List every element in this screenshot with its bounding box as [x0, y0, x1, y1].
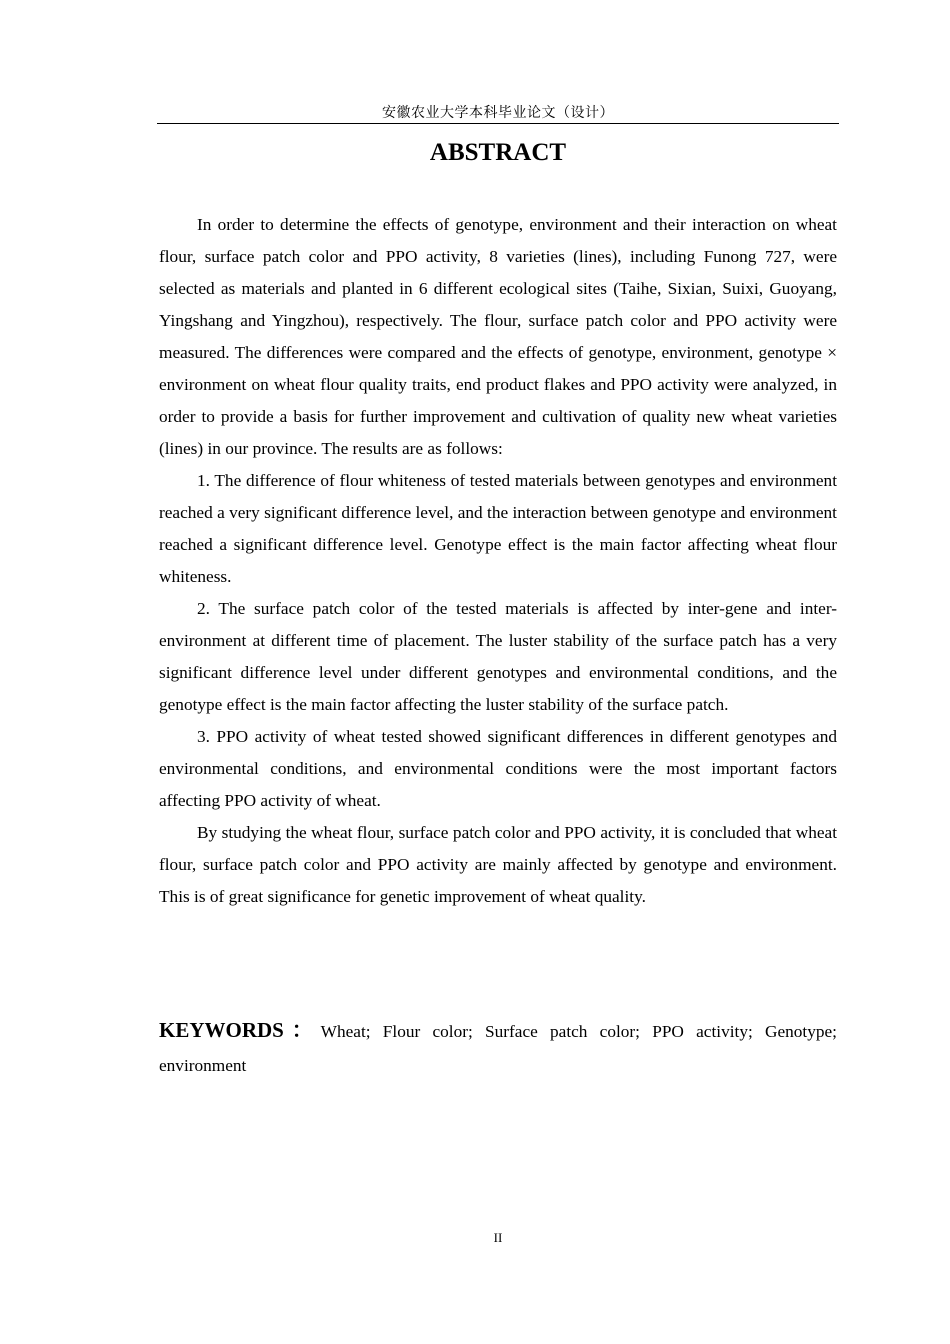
abstract-paragraph-intro: In order to determine the effects of genotype, environment and their interaction on wheat flour, surface patch color and PPO activity, 8 varieties (lines), including Funong 727, were selected as materials and planted in 6 different ecological sites (Taihe, Sixian, Suixi, Guoyang, Yingshang and Yingzhou), respectively. The flour, surface patch color and PPO activity were measured. The differences were compared and the effects of genotype, environment, genotype × environment on wheat flour quality traits, end product flakes and PPO activity were analyzed, in order to provide a basis for further improvement and cultivation of quality new wheat varieties (lines) in our province. The results are as follows:	[159, 215, 837, 458]
abstract-body	[159, 209, 837, 913]
keywords	[159, 1013, 837, 1083]
abstract-paragraph-result-1: 1. The difference of flour whiteness of tested materials between genotypes and environment reached a very significant difference level, and the interaction between genotype and environment reached a significant difference level. Genotype effect is the main factor affecting wheat flour whiteness.	[159, 471, 837, 586]
running-header: 安徽农业大学本科毕业论文（设计）	[382, 105, 614, 121]
page-number: II	[493, 1230, 503, 1245]
abstract-paragraph-result-3: 3. PPO activity of wheat tested showed significant differences in different genotypes and environmental conditions, and environmental conditions were the most important factors affecting PPO activity of wheat.	[159, 727, 837, 810]
abstract-paragraph-conclusion: By studying the wheat flour, surface patch color and PPO activity, it is concluded that wheat flour, surface patch color and PPO activity are mainly affected by genotype and environment. This is of great significance for genetic improvement of wheat quality.	[159, 823, 837, 906]
keywords-text: Wheat; Flour color; Surface patch color; PPO activity; Genotype; environment	[159, 1022, 837, 1075]
keywords-label: KEYWORDS：	[159, 1018, 321, 1042]
header-rule	[157, 123, 839, 124]
abstract-title: ABSTRACT	[429, 139, 567, 166]
abstract-paragraph-result-2: 2. The surface patch color of the tested materials is affected by inter-gene and inter-environment at different time of placement. The luster stability of the surface patch has a very significant difference level under different genotypes and environmental conditions, and the genotype effect is the main factor affecting the luster stability of the surface patch.	[159, 599, 837, 714]
